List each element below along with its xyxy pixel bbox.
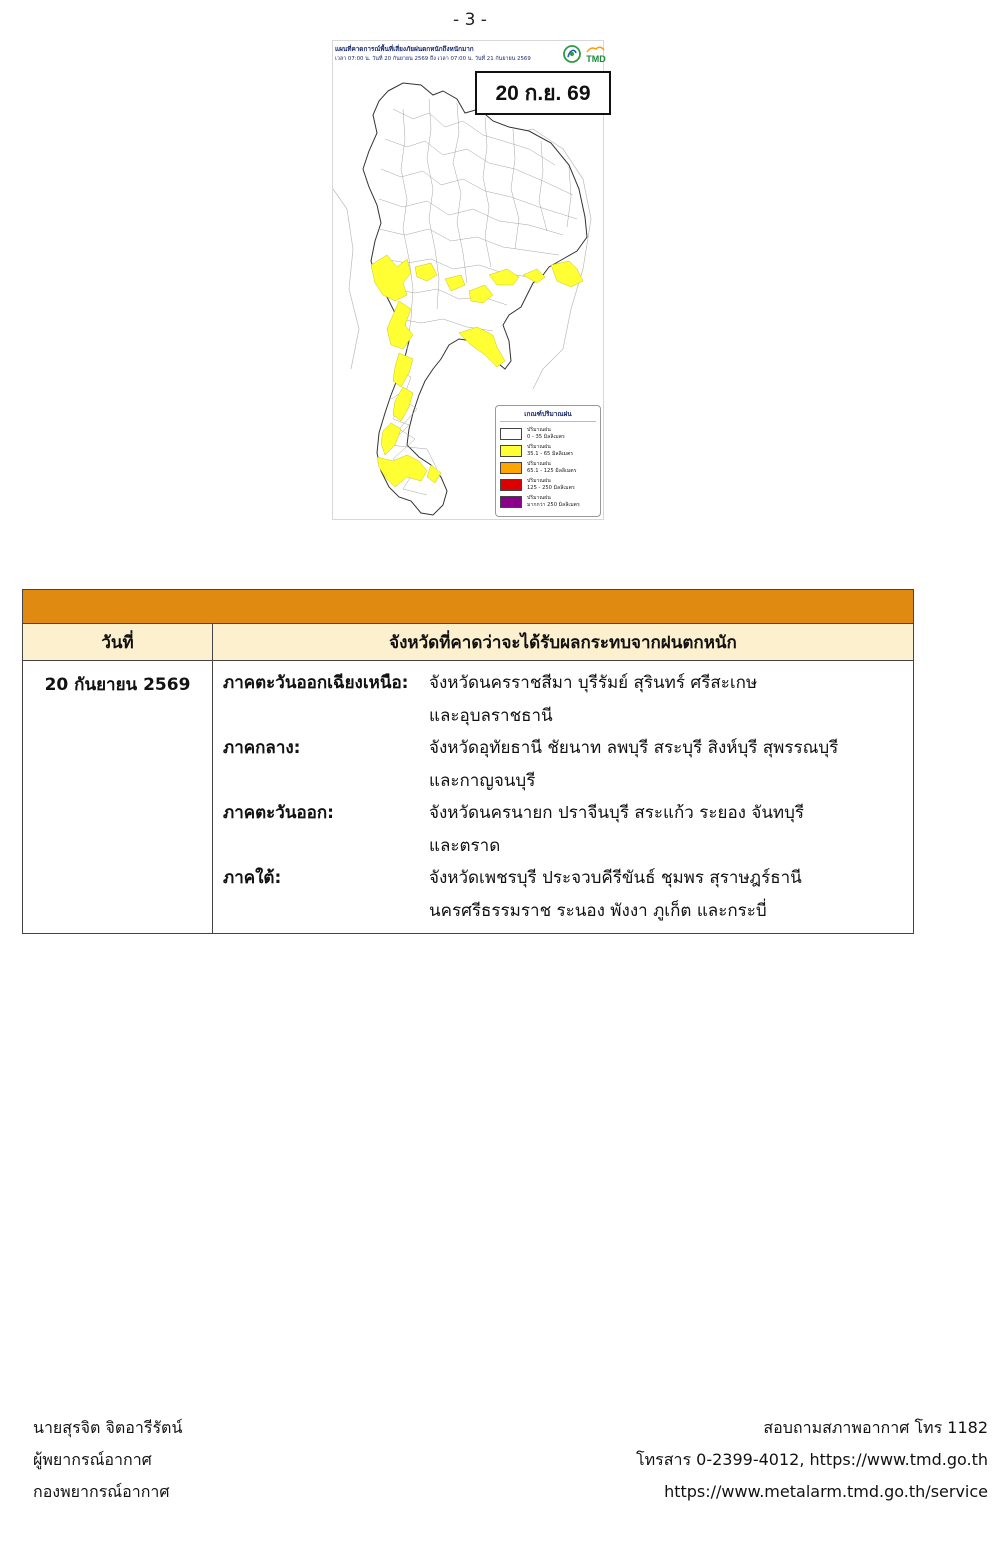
legend-label: ปริมาณฝน (527, 427, 551, 434)
table-row (23, 661, 914, 934)
legend-swatch-orange (500, 462, 522, 474)
rainfall-legend (495, 405, 601, 517)
legend-swatch-yellow (500, 445, 522, 457)
legend-swatch-red (500, 479, 522, 491)
forecaster-signature (33, 1412, 182, 1508)
tmd-logo-icon (585, 45, 607, 65)
region-name: ภาคใต้: (223, 868, 282, 888)
department-logo-icon (561, 43, 583, 65)
legend-range: มากกว่า 250 มิลลิเมตร (527, 501, 580, 508)
legend-item (500, 476, 596, 493)
legend-range: 125 - 250 มิลลิเมตร (527, 484, 575, 491)
contact-phone: สอบถามสภาพอากาศ โทร 1182 (763, 1418, 988, 1437)
province-list: และอุบลราชธานี (429, 705, 553, 726)
affected-provinces-table (22, 589, 914, 934)
province-list: จังหวัดนครราชสีมา บุรีรัมย์ สุรินทร์ ศรีสะเกษ (429, 673, 758, 693)
region-east (223, 797, 905, 862)
header-provinces: จังหวัดที่คาดว่าจะได้รับผลกระทบจากฝนตกหนัก (213, 624, 914, 661)
legend-title: เกณฑ์ปริมาณฝน (500, 409, 596, 422)
forecaster-division: กองพยากรณ์อากาศ (33, 1482, 170, 1501)
map-header (333, 41, 605, 69)
map-date-label: 20 ก.ย. 69 (475, 71, 611, 115)
legend-label: ปริมาณฝน (527, 444, 551, 451)
legend-label: ปริมาณฝน (527, 478, 551, 485)
table-header-row (23, 624, 914, 661)
region-central (223, 732, 905, 797)
page-number: - 3 - (453, 10, 487, 30)
legend-item (500, 442, 596, 459)
legend-range: 65.1 - 125 มิลลิเมตร (527, 467, 577, 474)
legend-swatch-white (500, 428, 522, 440)
region-name: ภาคตะวันออกเฉียงเหนือ: (223, 673, 409, 693)
region-northeast (223, 667, 905, 732)
forecast-date: 20 กันยายน 2569 (23, 661, 213, 934)
map-title: แผนที่คาดการณ์พื้นที่เสี่ยงภัยฝนตกหนักถึงหนักมาก (335, 45, 474, 53)
legend-label: ปริมาณฝน (527, 461, 551, 468)
legend-item (500, 425, 596, 442)
legend-range: 0 - 35 มิลลิเมตร (527, 433, 565, 440)
province-list: จังหวัดอุทัยธานี ชัยนาท ลพบุรี สระบุรี สิงห์บุรี สุพรรณบุรี (429, 738, 839, 758)
legend-item (500, 459, 596, 476)
rain-risk-map (332, 40, 604, 520)
region-name: ภาคตะวันออก: (223, 803, 334, 823)
legend-label: ปริมาณฝน (527, 495, 551, 502)
forecaster-title: ผู้พยากรณ์อากาศ (33, 1450, 152, 1469)
region-south (223, 862, 905, 927)
map-subtitle: เวลา 07:00 น. วันที่ 20 กันยายน 2569 ถึง เวลา 07:00 น. วันที่ 21 กันยายน 2569 (335, 56, 531, 62)
contact-fax-website: โทรสาร 0-2399-4012, https://www.tmd.go.th (636, 1450, 988, 1469)
legend-range: 35.1 - 65 มิลลิเมตร (527, 450, 574, 457)
region-name: ภาคกลาง: (223, 738, 301, 758)
table-banner (23, 590, 914, 624)
province-list: จังหวัดนครนายก ปราจีนบุรี สระแก้ว ระยอง จันทบุรี (429, 803, 805, 823)
svg-text:TMD: TMD (586, 54, 606, 64)
table-banner-row (23, 590, 914, 624)
contact-service-link[interactable]: https://www.metalarm.tmd.go.th/service (664, 1482, 988, 1501)
province-list: และตราด (429, 835, 501, 856)
contact-info (636, 1412, 988, 1508)
forecaster-name: นายสุรจิต จิตอารีรัตน์ (33, 1418, 183, 1437)
legend-item (500, 493, 596, 510)
legend-swatch-purple (500, 496, 522, 508)
province-list: และกาญจนบุรี (429, 770, 536, 791)
region-list (213, 661, 914, 934)
province-list: นครศรีธรรมราช ระนอง พังงา ภูเก็ต และกระบี่ (429, 900, 767, 921)
header-date: วันที่ (23, 624, 213, 661)
province-list: จังหวัดเพชรบุรี ประจวบคีรีขันธ์ ชุมพร สุราษฎร์ธานี (429, 868, 802, 888)
